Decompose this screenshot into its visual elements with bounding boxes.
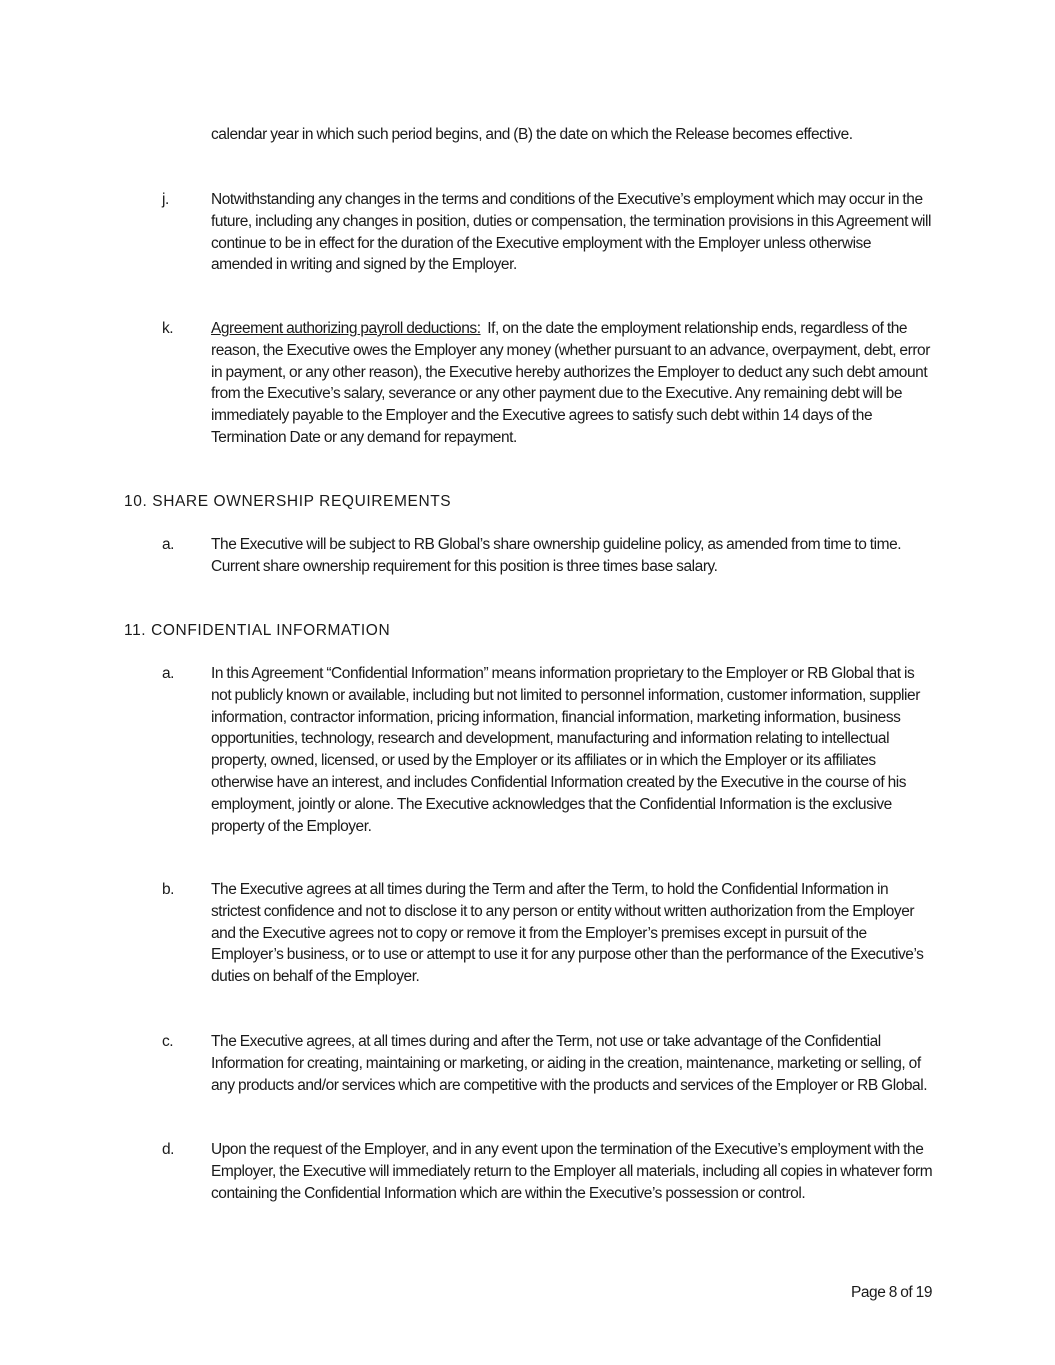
section-11-item-c-marker: c. bbox=[162, 1033, 174, 1050]
section-10-item-a-marker: a. bbox=[162, 536, 175, 553]
section-11-item-b-paragraph: The Executive agrees at all times during the Term and after the Term, to hold the Confidential Information in strictest confidence and not to disclose it to any person or entity without written authorization from the Employer and the Executive agrees not to copy or remove it from the Employer’s premises except in pursuit of the Employer’s business, or to use or attempt to use it for any purpose other than the performance of the Executive’s duties on behalf of the Employer. bbox=[211, 881, 924, 986]
section-11-item-c-paragraph: The Executive agrees, at all times during and after the Term, not use or take advantage of the Confidential Information for creating, maintaining or marketing, or aiding in the creation, maintenance, marketing or selling, of any products and/or services which are competitive with the products and services of the Employer or RB Global. bbox=[211, 1033, 928, 1094]
item-j-paragraph: Notwithstanding any changes in the terms and conditions of the Executive’s employment which may occur in the future, including any changes in position, duties or compensation, the termination provisions in this Agreement will continue to be in effect for the duration of the Executive employment with the Employer unless otherwise amended in writing and signed by the Employer. bbox=[211, 191, 932, 274]
item-k-paragraph bbox=[211, 318, 935, 449]
section-10-heading: 10. SHARE OWNERSHIP REQUIREMENTS bbox=[124, 493, 452, 510]
section-11-heading: 11. CONFIDENTIAL INFORMATION bbox=[124, 622, 391, 639]
section-11-item-a-marker: a. bbox=[162, 665, 175, 682]
section-10-item-a-paragraph: The Executive will be subject to RB Global’s share ownership guideline policy, as amended from time to time. Current share ownership requirement for this position is three times base salary. bbox=[211, 536, 902, 575]
section-11-item-a-paragraph: In this Agreement “Confidential Information” means information proprietary to the Employer or RB Global that is not publicly known or available, including but not limited to personnel information, customer information, supplier information, contractor information, pricing information, financial information, marketing information, business opportunities, technology, research and development, manufacturing and information relating to intellectual property, owned, licensed, or used by the Employer or its affiliates or in which the Employer or its affiliates otherwise have an interest, and includes Confidential Information created by the Executive in the course of his employment, jointly or alone. The Executive acknowledges that the Confidential Information is the exclusive property of the Employer. bbox=[211, 665, 920, 835]
item-k-marker: k. bbox=[162, 320, 174, 337]
item-k-title: Agreement authorizing payroll deductions: bbox=[211, 320, 481, 337]
section-11-item-d-paragraph: Upon the request of the Employer, and in any event upon the termination of the Executive’s employment with the Employer, the Executive will immediately return to the Employer all materials, including all copies in whatever form containing the Confidential Information which are within the Executive’s possession or control. bbox=[211, 1141, 933, 1202]
section-11-item-b-marker: b. bbox=[162, 881, 175, 898]
item-k-text: If, on the date the employment relationship ends, regardless of the reason, the Executive owes the Employer any money (whether pursuant to an advance, overpayment, debt, error in payment, or any other reason), the Executive hereby authorizes the Employer to deduct any such debt amount from the Executive’s salary, severance or any other payment due to the Executive. Any remaining debt will be immediately payable to the Employer and the Executive agrees to satisfy such debt within 14 days of the Termination Date or any demand for repayment. bbox=[211, 320, 930, 446]
continuation-paragraph: calendar year in which such period begins, and (B) the date on which the Release becomes effective. bbox=[211, 126, 853, 143]
section-11-item-d-marker: d. bbox=[162, 1141, 175, 1158]
page-number: Page 8 of 19 bbox=[850, 1284, 932, 1301]
item-j-marker: j. bbox=[162, 191, 169, 208]
